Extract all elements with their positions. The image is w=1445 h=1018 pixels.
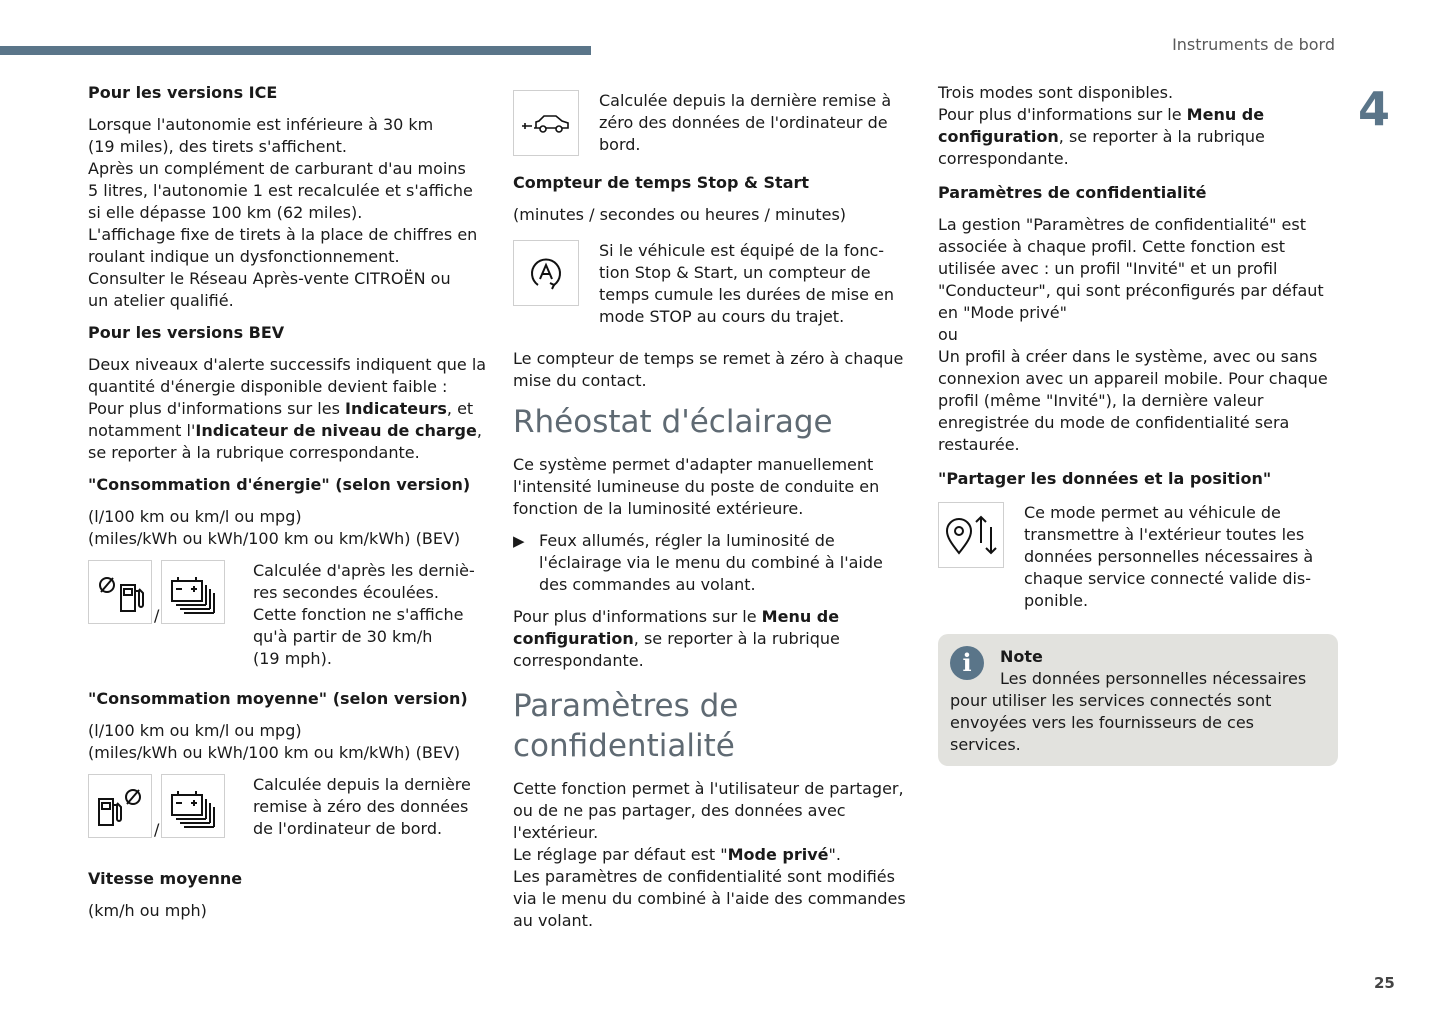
privacy-params-text: La gestion "Paramètres de confidentialité" est associée à chaque profil. Cette fonction est utilisée avec : un profil "Invité" et un profil "Conducteur", qui sont préconfigurés par défaut en "Mode privé" ou Un profil à créer dans le système, avec ou sans connexion avec un appareil mobile. Pour chaque profil (même "Invité"), la dernière valeur enregistrée du mode de confidentialité sera restaurée. xyxy=(938,215,1328,454)
average-speed-units: (km/h ou mph) xyxy=(88,901,207,920)
average-consumption-desc: Calculée depuis la dernière remise à zéro des données de l'ordinateur de bord. xyxy=(253,775,471,838)
rheostat-bullet: ▶ Feux allumés, régler la luminosité de l'éclairage via le menu du combiné à l'aide des commandes au volant. xyxy=(513,531,883,594)
location-share-icon xyxy=(938,502,1004,568)
average-consumption-row: / Calculée depuis la dernière remise à zéro des données de l'ordinateur de bord. xyxy=(88,774,488,840)
share-data-row xyxy=(938,502,1338,612)
average-energy-consumption-icon xyxy=(161,774,225,838)
privacy-title: Paramètres de confidentialité xyxy=(513,688,739,764)
share-data-desc: Ce mode permet au véhicule de transmettre à l'extérieur toutes les données personnelles nécessaires à chaque service connecté valide dis- ponible. xyxy=(1024,503,1314,610)
energy-consumption-heading: "Consommation d'énergie" (selon version) xyxy=(88,475,471,494)
column-2 xyxy=(513,90,913,942)
trip-distance-desc: Calculée depuis la dernière remise à zéro des données de l'ordinateur de bord. xyxy=(599,91,892,154)
bullet-arrow-icon: ▶ xyxy=(513,532,525,550)
section-title: Instruments de bord xyxy=(1172,35,1335,54)
modes-text: Trois modes sont disponibles. Pour plus d'informations sur le Menu de configuration, se reporter à la rubrique correspondante. xyxy=(938,83,1265,168)
trip-distance-row xyxy=(513,90,913,156)
stop-start-reset: Le compteur de temps se remet à zéro à chaque mise du contact. xyxy=(513,349,904,390)
note-title: Note xyxy=(1000,647,1043,666)
rheostat-intro: Ce système permet d'adapter manuellement l'intensité lumineuse du poste de conduite en fonction de la luminosité extérieure. xyxy=(513,455,880,518)
bev-heading: Pour les versions BEV xyxy=(88,323,285,342)
energy-consumption-row: / Calculée d'après les derniè- res secondes écoulées. Cette fonction ne s'affiche qu'à partir de 30 km/h (19 mph). xyxy=(88,560,488,670)
rheostat-title: Rhéostat d'éclairage xyxy=(513,404,833,440)
column-3 xyxy=(938,82,1338,766)
average-consumption-heading: "Consommation moyenne" (selon version) xyxy=(88,689,468,708)
energy-consumption-desc: Calculée d'après les derniè- res secondes écoulées. Cette fonction ne s'affiche qu'à partir de 30 km/h (19 mph). xyxy=(253,561,475,668)
note-text: pour utiliser les services connectés sont envoyées vers les fournisseurs de ces services. xyxy=(950,691,1272,754)
share-data-heading: "Partager les données et la position" xyxy=(938,469,1272,488)
stop-start-desc: Si le véhicule est équipé de la fonc- tion Stop & Start, un compteur de temps cumule les durées de mise en mode STOP au cours du trajet. xyxy=(599,241,895,326)
privacy-params-heading: Paramètres de confidentialité xyxy=(938,183,1207,202)
energy-units: (l/100 km ou km/l ou mpg) (miles/kWh ou kWh/100 km ou km/kWh) (BEV) xyxy=(88,507,461,548)
stop-start-units: (minutes / secondes ou heures / minutes) xyxy=(513,205,847,224)
car-trip-icon xyxy=(513,90,579,156)
note-text-line1: Les données personnelles nécessaires xyxy=(1000,669,1307,688)
rheostat-more-info: Pour plus d'informations sur le Menu de configuration, se reporter à la rubrique correspondante. xyxy=(513,607,840,670)
page-number: 25 xyxy=(1374,974,1395,992)
bev-text: Deux niveaux d'alerte successifs indiquent que la quantité d'énergie disponible devient faible : Pour plus d'informations sur les Indicateurs, et notamment l'Indicateur de niveau de charge, se reporter à la rubrique correspondante. xyxy=(88,355,487,462)
privacy-text: Cette fonction permet à l'utilisateur de partager, ou de ne pas partager, des données avec l'extérieur. Le réglage par défaut est "Mode privé". Les paramètres de confidentialité sont modifiés via le menu du combiné à l'aide des commandes au volant. xyxy=(513,779,906,930)
note-box xyxy=(938,634,1338,766)
instant-energy-consumption-icon xyxy=(161,560,225,624)
ice-heading: Pour les versions ICE xyxy=(88,83,278,102)
instant-fuel-consumption-icon xyxy=(88,560,152,624)
average-speed-heading: Vitesse moyenne xyxy=(88,869,243,888)
stop-start-row xyxy=(513,240,913,328)
stop-start-icon xyxy=(513,240,579,306)
ice-text: Lorsque l'autonomie est inférieure à 30 km (19 miles), des tirets s'affichent. Après un complément de carburant d'au moins 5 litres, l'autonomie 1 est recalculée et s'affiche si elle dépasse 100 km (62 miles). L'affichage fixe de tirets à la place de chiffres en roulant indique un dysfonctionnement. Consulter le Réseau Après-vente CITROËN ou un atelier qualifié. xyxy=(88,115,478,310)
average-units: (l/100 km ou km/l ou mpg) (miles/kWh ou kWh/100 km ou km/kWh) (BEV) xyxy=(88,721,461,762)
stop-start-heading: Compteur de temps Stop & Start xyxy=(513,173,810,192)
chapter-number: 4 xyxy=(1358,82,1391,136)
column-1 xyxy=(88,82,488,932)
header-accent-bar xyxy=(0,46,591,55)
average-fuel-consumption-icon xyxy=(88,774,152,838)
info-icon: i xyxy=(950,646,984,680)
